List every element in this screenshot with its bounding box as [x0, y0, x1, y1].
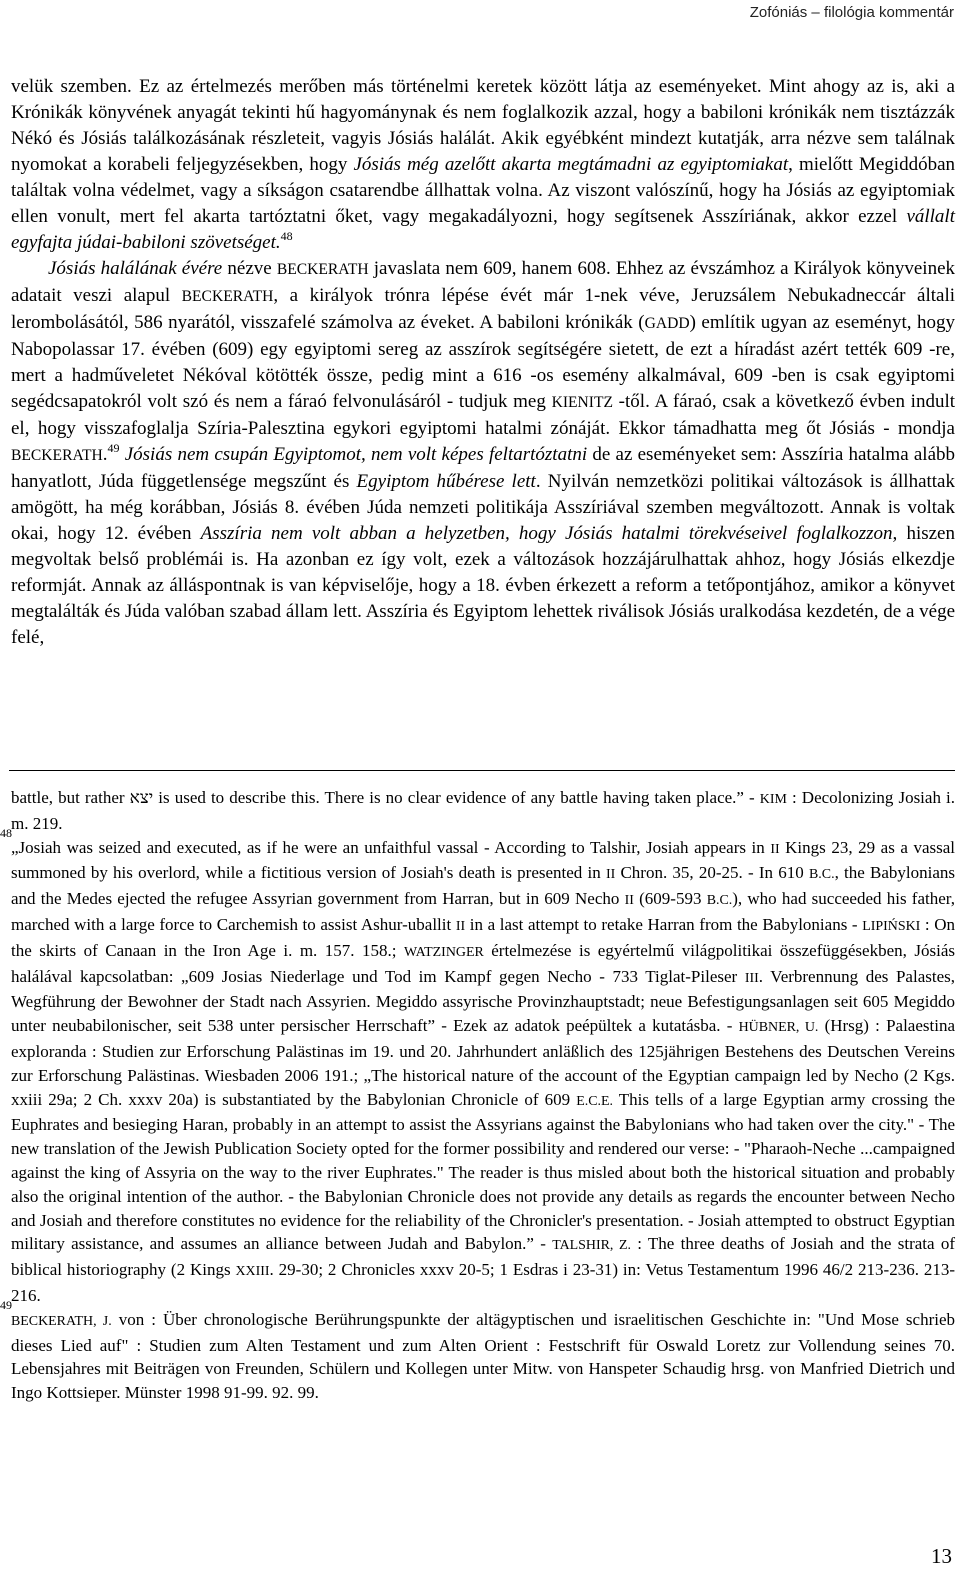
text-span: (Hrsg) : Palaestina exploranda : Studien zur Erforschung Palästinas im 19. und 20. Jahrhundert anläßlich des 125jährigen Bestehens des Deutschen Vereins zur Erforschung Palästinas. Wiesbaden 2006 191.; „The historical nature of the account of the Egyptian campaign led by Necho (2 Kgs. xxiii 29a; 2 Ch. xxxv 20a) is substantiated by the Babylonian Chronicle of 609 — [11, 1016, 956, 1109]
text-span: , mielőtt Megiddóban találtak volna védelmet, vagy a síkságon csatarendbe állhattak volna. Az viszont valószínű, hogy ha Jósiás az egyiptomiak ellen vonult, mert fel akarta tartóztatni őket, vagy megakadályozni, hogy segítsenek Asszíriának, akkor ezzel — [11, 154, 955, 227]
text-span: : The three deaths of Josiah and the strata of biblical historiography (2 Kings — [11, 1234, 955, 1280]
author-name: WATZINGER — [404, 944, 484, 960]
running-header: Zofóniás – filológia kommentár — [749, 4, 954, 21]
roman-numeral: II — [605, 867, 616, 883]
text-span: Chron. 35, 20-25. - In 610 — [615, 863, 809, 883]
text-span: Kings 23, 29 as a vassal summoned by his overlord, while a fictitious version of Josiah's death is presented in — [11, 837, 955, 883]
author-name: BECKERATH — [276, 261, 369, 278]
italic-span: Jósiás halálának évére — [48, 258, 223, 279]
italic-span: vállalt egyfajta júdai-babiloni szövetséget. — [11, 206, 955, 253]
roman-numeral: XXIII — [235, 1264, 270, 1280]
text-span: , the Babylonians and the Medes ejected the refugee Assyrian government from Harran, but in 609 Necho — [11, 863, 956, 909]
footnote-ref-49[interactable]: 49 — [107, 441, 120, 455]
author-name: KIENITZ — [551, 394, 613, 411]
text-span: ), who had succeeded his father, marched with a large force to Carchemish to assist Ashur-uballit — [11, 889, 956, 934]
roman-numeral: II — [624, 893, 634, 909]
text-span: von : Über chronologische Berührungspunkte der altägyptischen und israelitischen Geschichte in: "Und Mose schrieb dieses Lied auf" : Studien zum Alten Testament und zum Alten Orient : Festschrift für Oswald Loretz zur Vollendung seines 70. Lebensjahres mit Beiträgen von Freunden, Schülern und Kollegen unter Mitw. von Hanspeter Schaudig hrsg. von Manfried Dietrich und Ingo Kottsieper. Münster 1998 91-99. 92. 99. — [11, 1309, 955, 1403]
text-span: „Josiah was seized and executed, as if he were an unfaithful vassal - According to Talshir, Josiah appears in — [11, 837, 771, 857]
text-span: . Verbrennung des Palastes, Wegführung der Bewohner der Stadt nach Assyrien. Megiddo assyrische Provinzhauptstadt; neue Befestigungsanlagen seit 605 Megiddo unter neubabilonischer, seit 538 unter persischer Herrschaft” - Ezek az adatok peépültek a kutatásba. - — [11, 966, 955, 1036]
footnote-number: 49 — [0, 1297, 12, 1312]
body-paragraph — [11, 74, 955, 256]
text-span: hiszen megvoltak belső problémái is. Ha azonban ez így volt, ezek a változások hozzájárulhattak ahhoz, hogy Jósiás elkezdje reformját. Annak az álláspontnak is van képviselője, hogy a 18. évben érkezett a reform a tetőpontjához, amikor a könyvet megtalálták és Júda valóban szabad állam lett. Asszíria és Egyiptom lehettek riválisok Jósiás uralkodása kezdetén, de a vége felé, — [11, 523, 955, 648]
text-span: javaslata nem 609, hanem 608. Ehhez az évszámhoz a Királyok könyveinek adatait veszi alapul — [11, 258, 955, 306]
roman-numeral: III — [744, 970, 759, 986]
author-name: LIPIŃSKI — [862, 918, 921, 934]
era-abbrev: E.C.E. — [576, 1093, 613, 1109]
footnote-continuation — [11, 786, 955, 836]
page-number: 13 — [931, 1544, 952, 1568]
author-name: KIM — [759, 792, 787, 807]
text-span: de az eseményeket sem: Asszíria hatalma alább hanyatlott, Júda függetlensége megszűnt és — [11, 444, 956, 492]
footnote-separator — [9, 770, 955, 771]
text-span: -től. A fáraó, csak a következő évben indult el, hogy visszafoglalja Szíria-Palesztina egykori egyiptomi hatalmi zónáját. Ekkor támadhatta meg őt Jósiás - mondja — [11, 391, 955, 439]
author-name: BECKERATH, J. — [11, 1313, 112, 1329]
author-name: BECKERATH — [181, 288, 274, 305]
italic-span: Jósiás még azelőtt akarta megtámadni az egyiptomiakat — [353, 154, 789, 175]
italic-span: Egyiptom hűbérese lett — [356, 471, 536, 492]
text-span: : On the skirts of Canaan in the Iron Age i. m. 157. 158.; — [11, 914, 955, 960]
roman-numeral: II — [455, 918, 466, 934]
footnotes — [0, 786, 956, 1405]
era-abbrev: B.C. — [809, 867, 835, 883]
text-span: . — [102, 444, 108, 465]
hebrew-word: יצא — [129, 788, 154, 807]
text-span: (609-593 — [633, 889, 707, 909]
italic-span: Jósiás nem csupán Egyiptomot, nem volt képes feltartóztatni — [119, 444, 588, 465]
body-paragraph — [11, 256, 955, 651]
author-name: GADD — [644, 315, 690, 332]
author-name: HÜBNER, U. — [738, 1020, 819, 1036]
author-name: BECKERATH — [11, 447, 103, 464]
italic-span: Asszíria nem volt abban a helyzetben, hogy Jósiás hatalmi törekvéseivel foglalkozzon, — [200, 523, 898, 544]
text-span: velük szemben. Ez az értelmezés merőben más történelmi keretek között látja az eseményeket. Mint ahogy az is, aki a Krónikák könyvének anyagát tekinti hű hagyománynak és nem foglalkozik azzal, hogy a babiloni krónikák nem tisztázzák Nékó és Jósiás találkozásának részleteit, vagyis Jósiás halálát. Akik egyébként mindezt kutatják, arra nézve sem találnak nyomokat a korabeli feljegyzésekben, hogy — [11, 76, 955, 175]
footnote-number: 48 — [0, 825, 12, 840]
text-span: . Nyilván nemzetközi politikai változások is állhattak amögött, ha még korábban, Jósiás 8. évében Júda nemzeti politikája Asszíriával szemben megváltozott. Annak is voltak okai, hogy 12. évében — [11, 471, 955, 544]
footnote-49 — [0, 1297, 955, 1405]
main-text — [11, 74, 955, 651]
roman-numeral: II — [770, 841, 780, 857]
text-span: : Decolonizing Josiah i. m. 219. — [11, 788, 956, 833]
text-span: nézve — [222, 258, 277, 279]
text-span: battle, but rather — [11, 788, 130, 807]
text-span: in a last attempt to retake Harran from the Babylonians - — [465, 914, 863, 934]
text-span: értelmezése is egyértelmű világpolitikai összefüggésekben, Jósiás halálával kapcsolatban: „609 Josias Niederlage und Tod im Kampf gegen Necho - 733 Tiglat-Pileser — [11, 940, 955, 986]
text-span: . 29-30; 2 Chronicles xxxv 20-5; 1 Esdras i 23-31) in: Vetus Testamentum 1996 46/2 213-236. 213-216. — [11, 1260, 955, 1305]
text-span: ) említik ugyan az eseményt, hogy Nabopolassar 17. évében (609) egy egyiptomi sereg az asszírok segítségére sietett, de ezt a híradást azért tették 609 -re, mert a hadműveletet Nékóval kötötték össze, pedig mint a 616 -os esemény alkalmával, 609 -ben is csak egyiptomi segédcsapatokról volt szó és nem a fáraó felvonulásáról - tudjuk meg — [11, 312, 955, 412]
footnote-ref-48[interactable]: 48 — [280, 229, 293, 243]
text-span: This tells of a large Egyptian army crossing the Euphrates and besieging Haran, probably in an attempt to assist the Assyrians against the Babylonians who had taken over the city." - The new translation of the Jewish Publication Society opted for the former possibility and rendered our verse: - "Pharaoh-Neche ...campaigned against the king of Assyria on the way to the river Euphrates." The reader is thus misled about both the historical situation and probably also the original intention of the author. - the Babylonian Chronicle does not provide any details as regards the encounter between Necho and Josiah and therefore constitutes no evidence for the reliability of the Chronicler's presentation. - Josiah attempted to obstruct Egyptian military assistance, and assumes an alliance between Judah and Babylon.” - — [11, 1089, 955, 1254]
text-span: is used to describe this. There is no clear evidence of any battle having taken place.” - — [153, 788, 760, 807]
author-name: TALSHIR, Z. — [552, 1238, 631, 1254]
era-abbrev: B.C. — [706, 893, 733, 909]
text-span: , a királyok trónra lépése évét már 1-nek véve, Jeruzsálem Nebukadneccár általi lerombolásától, 586 nyarától, visszafelé számolva az éveket. A babiloni krónikák ( — [11, 285, 955, 333]
